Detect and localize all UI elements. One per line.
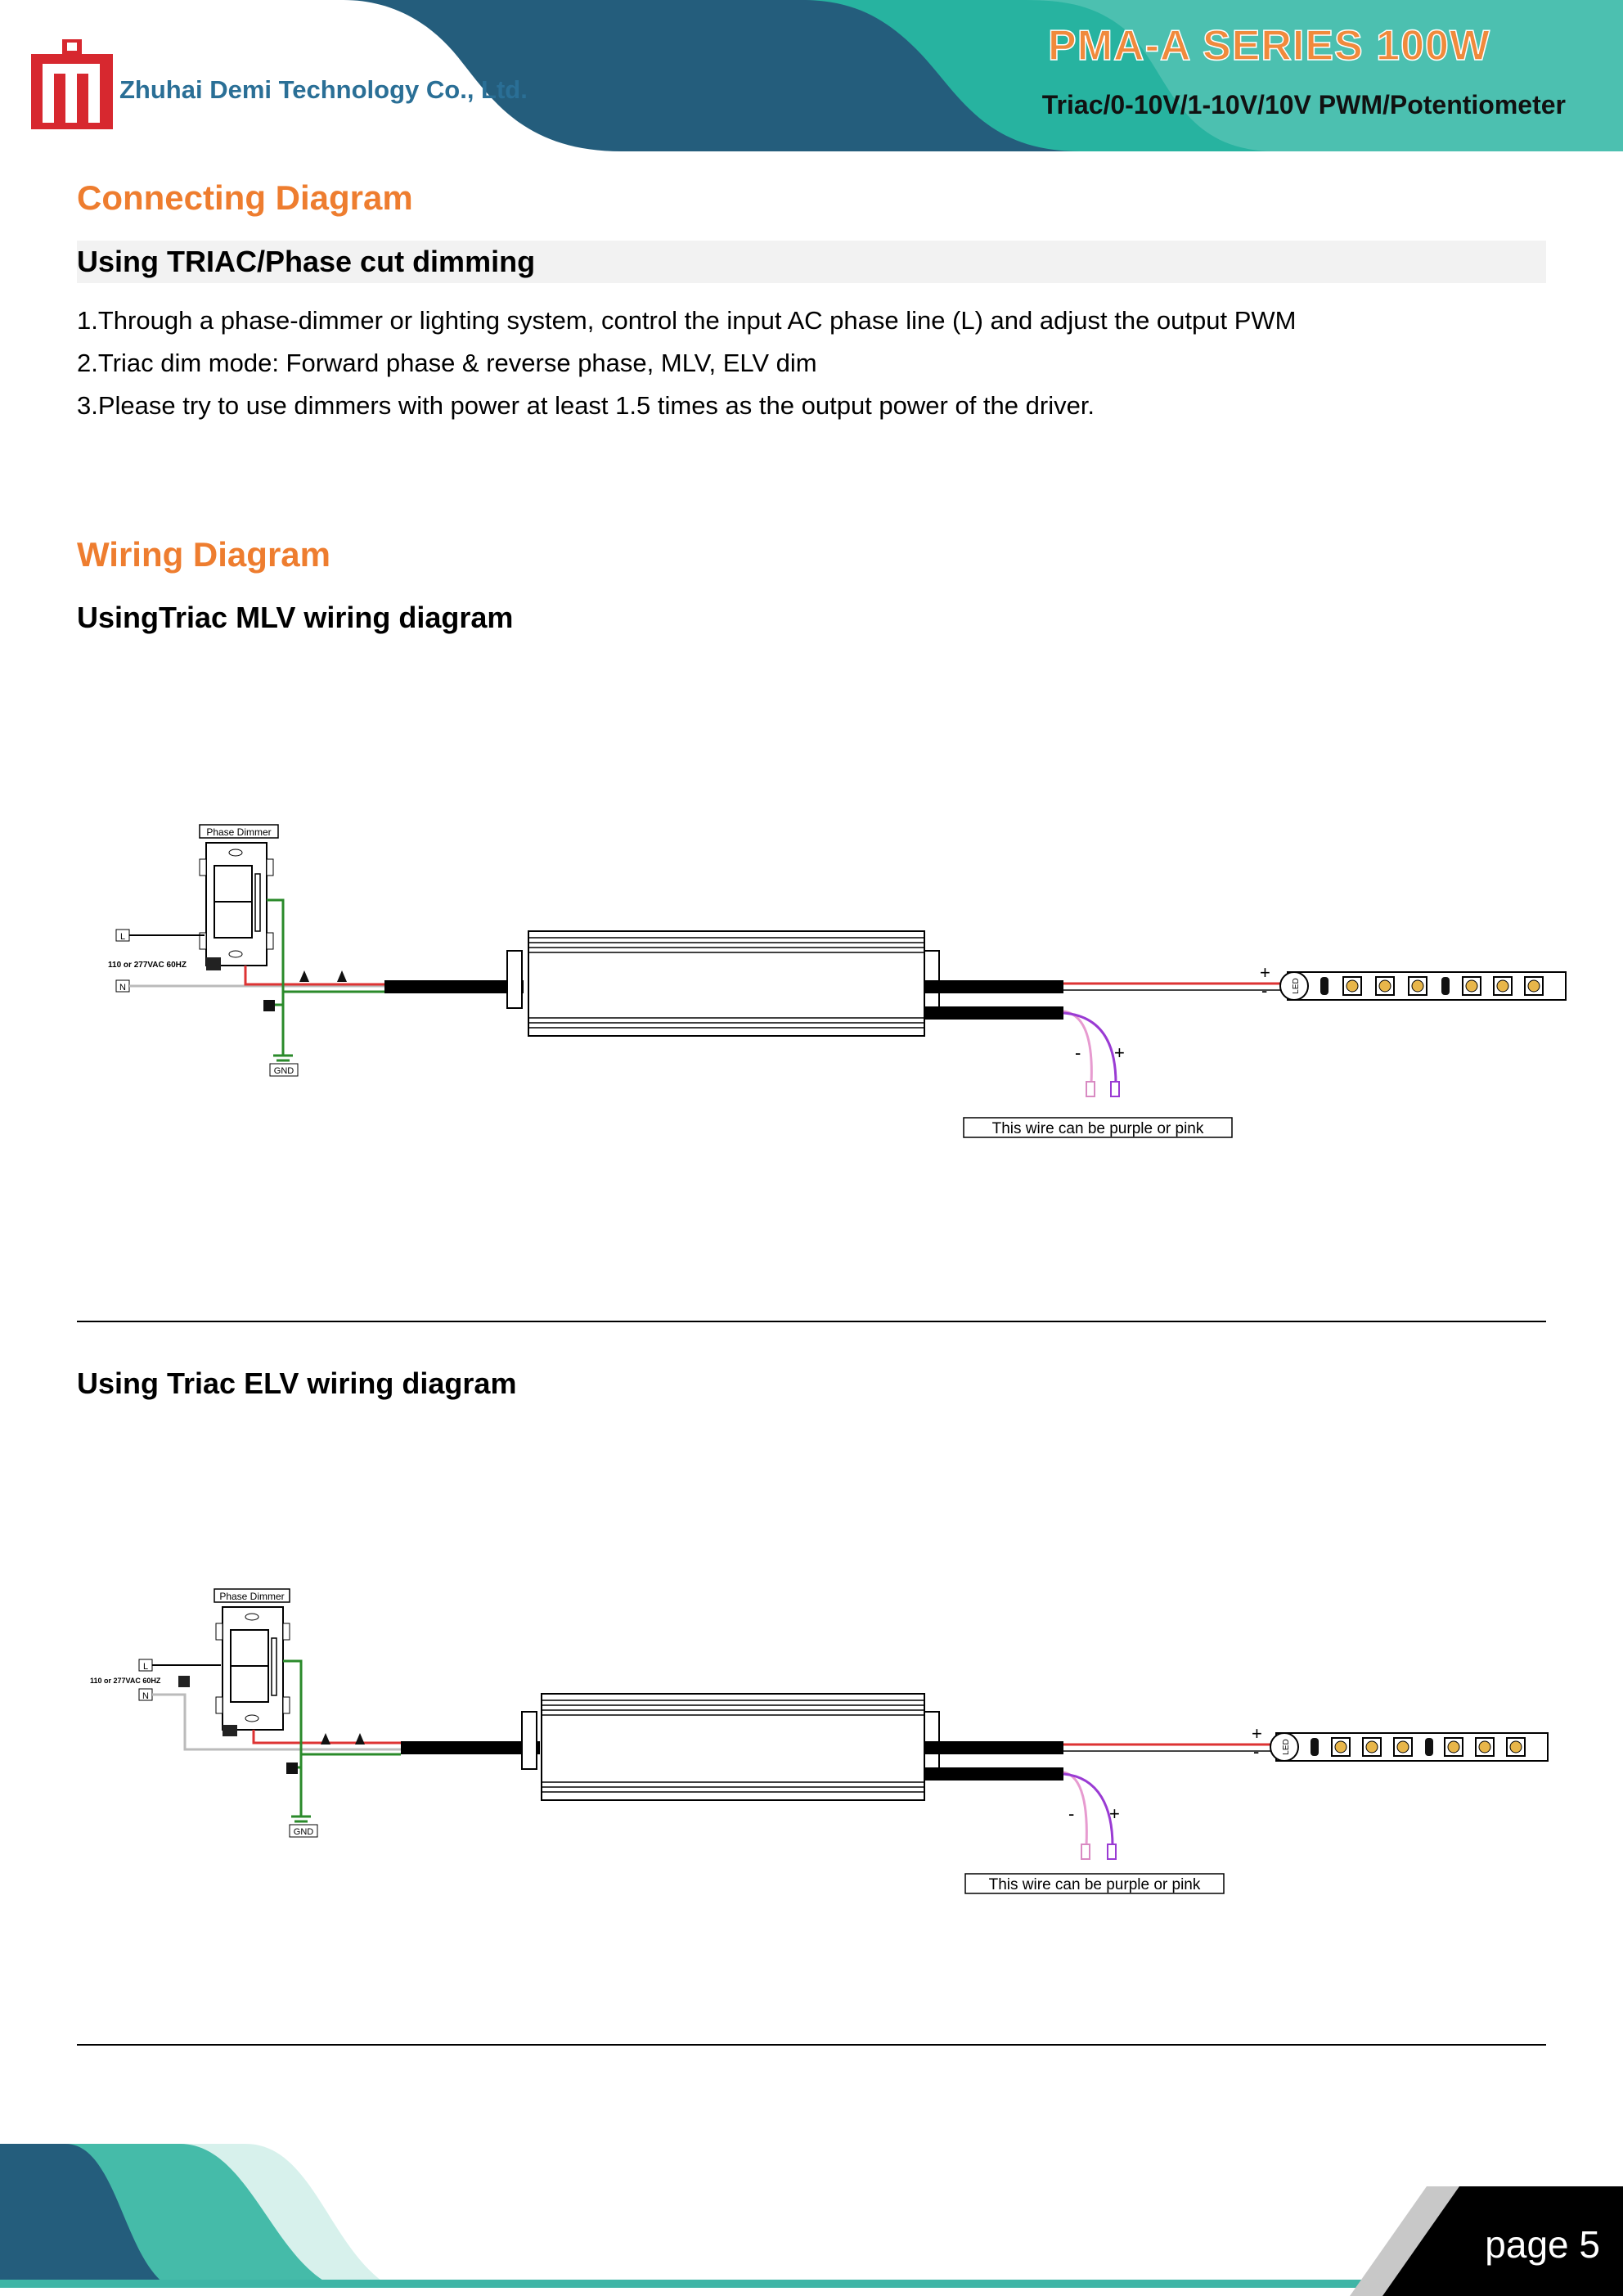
elv-led-plus: +	[1252, 1723, 1262, 1744]
footer-banner	[0, 2127, 1623, 2296]
series-subtitle: Triac/0-10V/1-10V/10V PWM/Potentiometer	[1041, 90, 1566, 119]
instruction-line-3: 3.Please try to use dimmers with power at least 1.5 times as the output power of the driver.	[77, 391, 1095, 420]
page-number: page 5	[1485, 2223, 1600, 2266]
company-logo	[29, 39, 115, 131]
company-name: Zhuhai Demi Technology Co., Ltd.	[119, 75, 528, 104]
mlv-line-label: L	[119, 932, 126, 942]
elv-voltage-label: 110 or 277VAC 60HZ	[90, 1677, 161, 1685]
elv-led-minus: -	[1253, 1741, 1260, 1762]
elv-ground-label: GND	[293, 1827, 314, 1837]
divider-1	[77, 1321, 1546, 1322]
mlv-led-minus: -	[1261, 980, 1268, 1001]
mlv-neutral-label: N	[119, 983, 126, 993]
elv-output-plus: +	[1109, 1803, 1120, 1824]
elv-phase-dimmer-label: Phase Dimmer	[219, 1591, 285, 1602]
mlv-output-minus: -	[1075, 1042, 1081, 1063]
divider-2	[77, 2044, 1546, 2046]
series-title: PMA-A SERIES 100W	[1048, 22, 1490, 70]
mlv-led-plus: +	[1260, 962, 1270, 983]
mlv-voltage-label: 110 or 277VAC 60HZ	[108, 961, 187, 970]
elv-line-label: L	[142, 1662, 149, 1672]
mlv-phase-dimmer-label: Phase Dimmer	[206, 826, 272, 838]
mlv-ground-label: GND	[273, 1066, 294, 1076]
elv-diagram-title: Using Triac ELV wiring diagram	[77, 1366, 517, 1400]
elv-led-label: LED	[1282, 1739, 1291, 1755]
mlv-output-plus: +	[1114, 1042, 1125, 1063]
elv-neutral-label: N	[142, 1691, 149, 1701]
elv-wire-note: This wire can be purple or pink	[988, 1876, 1201, 1893]
mlv-led-label: LED	[1292, 978, 1301, 994]
mlv-wire-note: This wire can be purple or pink	[991, 1120, 1204, 1137]
mlv-wiring-diagram	[0, 810, 1623, 1154]
instruction-line-2: 2.Triac dim mode: Forward phase & reverse phase, MLV, ELV dim	[77, 349, 817, 377]
connecting-section-title: Connecting Diagram	[77, 178, 413, 217]
wiring-section-title: Wiring Diagram	[77, 535, 330, 574]
mlv-diagram-title: UsingTriac MLV wiring diagram	[77, 601, 514, 634]
instruction-line-1: 1.Through a phase-dimmer or lighting system, control the input AC phase line (L) and adjust the output PWM	[77, 306, 1297, 335]
elv-output-minus: -	[1068, 1803, 1075, 1824]
elv-wiring-diagram	[0, 1579, 1623, 1907]
triac-subheading: Using TRIAC/Phase cut dimming	[77, 245, 536, 278]
